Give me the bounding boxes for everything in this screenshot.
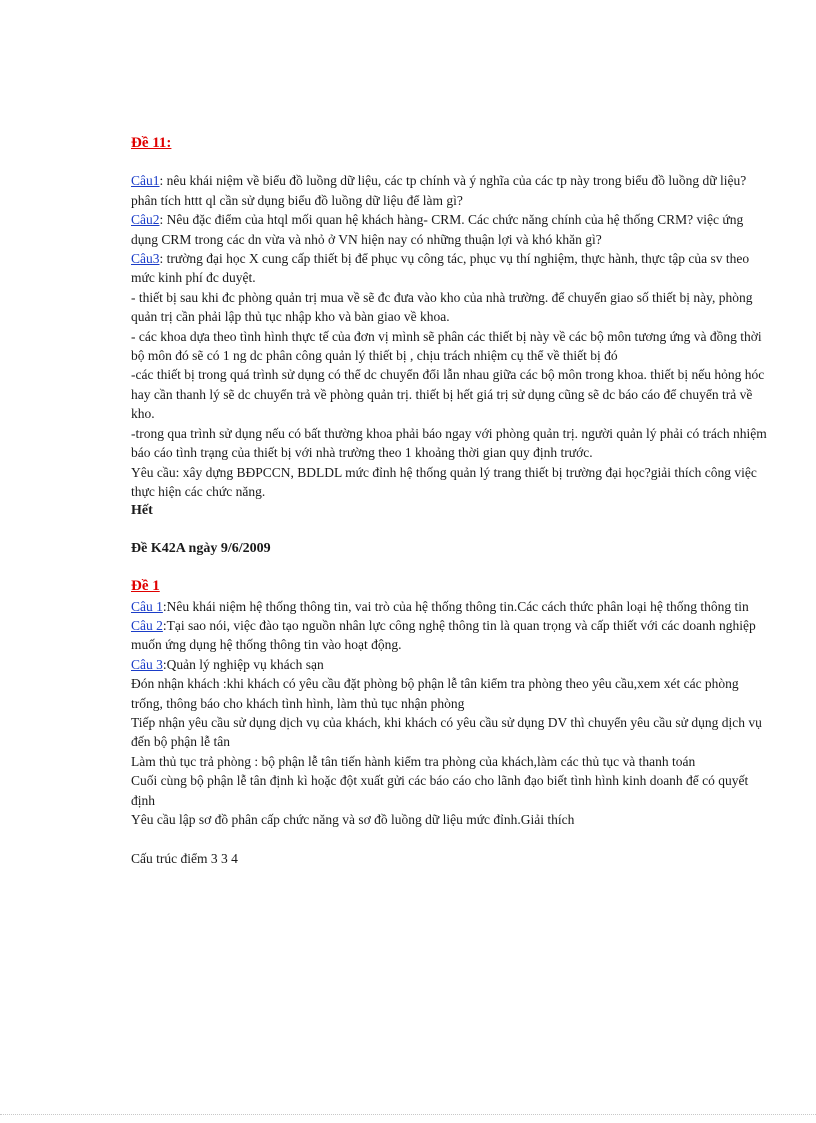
exam-11-paragraph: -các thiết bị trong quá trình sử dụng có thể dc chuyển đổi lẫn nhau giữa các bộ môn trong khoa. thiết bị nếu hỏng hóc hay cần thanh lý sẽ dc chuyển trả về phòng quản trị. thiết bị hết giá trị sử dụng cũng sẽ dc báo cáo để chuyển trả về kho. [131,367,765,422]
k42a-question-3-link[interactable]: Câu 3 [131,656,163,672]
question-1-text: : nêu khái niệm về biểu đồ luồng dữ liệu, các tp chính và ý nghĩa của các tp này trong biểu đồ luồng dữ liệu? phân tích httt ql cần sử dụng biểu đồ luồng dữ liệu để làm gì? [131,173,747,208]
k42a-question-1 [131,597,771,616]
exam-11-title: Đề 11: [131,135,172,151]
k42a-requirement: Yêu cầu lập sơ đồ phân cấp chức năng và sơ đồ luồng dữ liệu mức đỉnh.Giải thích [131,812,575,827]
k42a-question-1-text: :Nêu khái niệm hệ thống thông tin, vai trò của hệ thống thông tin.Các cách thức phân loại hệ thống thông tin [162,598,749,614]
k42a-question-3 [131,655,771,674]
question-2-text: : Nêu đặc điểm của htql mối quan hệ khách hàng- CRM. Các chức năng chính của hệ thống CRM? việc ứng dụng CRM trong các dn vừa và nhỏ ở VN hiện nay có những thuận lợi và khó khăn gì? [131,212,744,247]
question-3-text: : trường đại học X cung cấp thiết bị để phục vụ công tác, phục vụ thí nghiệm, thực hành, thực tập của sv theo mức kinh phí đc duyệt. [131,251,750,286]
page-bottom-divider [0,1114,816,1115]
exam-11-question-3 [131,249,771,288]
k42a-question-1-link[interactable]: Câu 1 [131,598,163,614]
k42a-paragraph: Làm thủ tục trả phòng : bộ phận lễ tân tiến hành kiểm tra phòng của khách,làm các thủ tục và thanh toán [131,753,696,769]
k42a-paragraph: Đón nhận khách :khi khách có yêu cầu đặt phòng bộ phận lễ tân kiểm tra phòng theo yêu cầu,xem xét các phòng trống, thông báo cho khách tình hình, làm thủ tục nhận phòng [131,676,739,711]
score-structure: Cấu trúc điểm 3 3 4 [131,851,238,867]
document-page [131,0,771,869]
k42a-paragraph: Tiếp nhận yêu cầu sử dụng dịch vụ của khách, khi khách có yêu cầu sử dụng DV thì chuyển yêu cầu sử dụng dịch vụ đến bộ phận lễ tân [131,714,762,750]
question-3-link[interactable]: Câu3 [131,251,160,267]
k42a-question-2-text: :Tại sao nói, việc đào tạo nguồn nhân lực công nghệ thông tin là quan trọng và cấp thiết với các doanh nghiệp muốn ứng dụng hệ thống thông tin vào hoạt động. [131,617,756,653]
exam-11-question-1 [131,171,771,210]
exam-11-requirement: Yêu cầu: xây dựng BĐPCCN, BDLDL mức đỉnh hệ thống quản lý trang thiết bị trường đại học?giải thích công việc thực hiện các chức năng. [131,464,757,499]
k42a-exam-1-title: Đề 1 [131,578,160,595]
k42a-question-2-link[interactable]: Câu 2 [131,617,163,633]
exam-11-paragraph: - các khoa dựa theo tình hình thực tế của đơn vị mình sẽ phân các thiết bị này về các bộ môn tương ứng và đồng thời bộ môn đó sẽ có 1 ng dc phân công quản lý thiết bị , chịu trách nhiệm cụ thể về thiết bị đó [131,328,762,364]
k42a-heading: Đề K42A ngày 9/6/2009 [131,540,271,556]
k42a-question-3-text: :Quản lý nghiệp vụ khách sạn [162,656,324,672]
question-1-link[interactable]: Câu1 [131,173,160,189]
question-2-link[interactable]: Câu2 [131,212,160,228]
k42a-question-2 [131,616,771,655]
exam-11-question-2 [131,210,771,249]
exam-11-end-label: Hết [131,503,153,519]
exam-11-paragraph: -trong qua trình sử dụng nếu có bất thường khoa phải báo ngay với phòng quản trị. người quản lý phải có trách nhiệm báo cáo tình trạng của thiết bị với nhà trường theo 1 khoảng thời gian quy định trước. [131,425,767,461]
exam-11-paragraph: - thiết bị sau khi đc phòng quản trị mua về sẽ đc đưa vào kho của nhà trường. để chuyển giao số thiết bị này, phòng quản trị cần phải lập thủ tục nhập kho và bàn giao về khoa. [131,289,753,325]
k42a-paragraph: Cuối cùng bộ phận lễ tân định kì hoặc đột xuất gửi các báo cáo cho lãnh đạo biết tình hình kinh doanh để có quyết định [131,773,749,808]
